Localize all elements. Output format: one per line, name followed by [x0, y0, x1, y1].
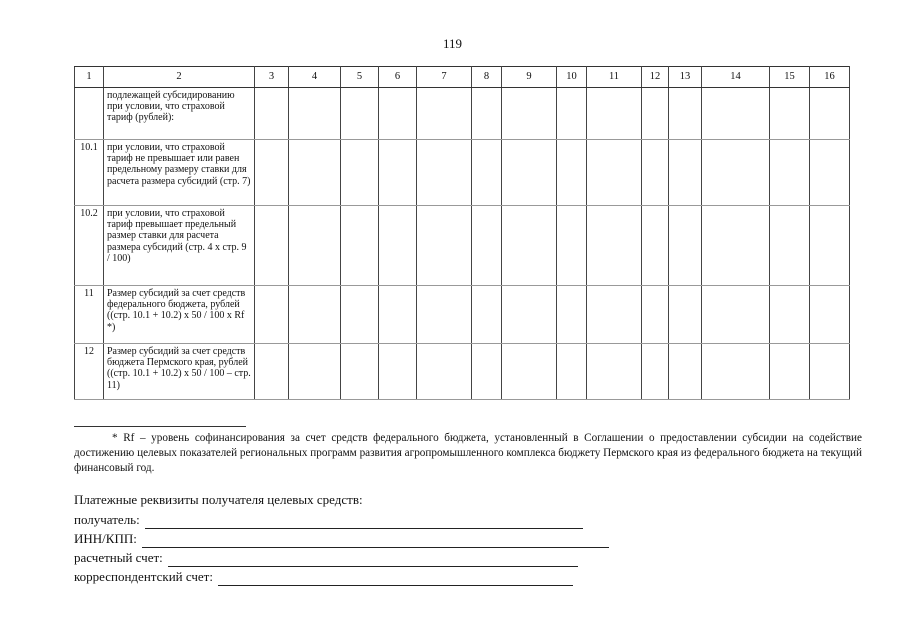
row-description: подлежащей субсидированию при условии, что страховой тариф (рублей):: [104, 88, 255, 140]
footnote-separator: [74, 426, 246, 427]
row-number: [75, 88, 104, 140]
subsidy-table: [74, 66, 850, 400]
column-header: 13: [669, 67, 702, 88]
empty-cell: [702, 140, 770, 206]
empty-cell: [255, 344, 289, 400]
empty-cell: [379, 344, 417, 400]
empty-cell: [669, 88, 702, 140]
empty-cell: [642, 140, 669, 206]
empty-cell: [289, 206, 341, 286]
empty-cell: [255, 88, 289, 140]
column-header: 15: [770, 67, 810, 88]
empty-cell: [379, 286, 417, 344]
empty-cell: [587, 206, 642, 286]
empty-cell: [702, 206, 770, 286]
table-row: [75, 206, 850, 286]
empty-cell: [472, 88, 502, 140]
empty-cell: [557, 286, 587, 344]
table-header-row: [75, 67, 850, 88]
empty-cell: [587, 140, 642, 206]
empty-cell: [417, 206, 472, 286]
empty-cell: [642, 286, 669, 344]
empty-cell: [472, 206, 502, 286]
empty-cell: [255, 286, 289, 344]
column-header: 2: [104, 67, 255, 88]
field-label: получатель:: [74, 512, 140, 527]
empty-cell: [669, 206, 702, 286]
row-number: 10.1: [75, 140, 104, 206]
empty-cell: [587, 344, 642, 400]
empty-cell: [642, 344, 669, 400]
field-label: корреспондентский счет:: [74, 569, 213, 584]
column-header: 16: [810, 67, 850, 88]
row-description: при условии, что страховой тариф не превышает или равен предельному размеру ставки для расчета размера субсидий (стр. 7): [104, 140, 255, 206]
row-number: 10.2: [75, 206, 104, 286]
table-row: [75, 286, 850, 344]
column-header: 1: [75, 67, 104, 88]
empty-cell: [289, 88, 341, 140]
page-number: 119: [442, 36, 463, 51]
empty-cell: [810, 286, 850, 344]
column-header: 9: [502, 67, 557, 88]
empty-cell: [417, 88, 472, 140]
empty-cell: [770, 286, 810, 344]
empty-cell: [810, 140, 850, 206]
empty-cell: [417, 140, 472, 206]
empty-cell: [417, 344, 472, 400]
empty-cell: [417, 286, 472, 344]
row-description: при условии, что страховой тариф превышает предельный размер ставки для расчета размера субсидий (стр. 4 x стр. 9 / 100): [104, 206, 255, 286]
table-row: [75, 88, 850, 140]
inn-kpp-field: [74, 529, 634, 548]
table-row: [75, 344, 850, 400]
empty-cell: [642, 206, 669, 286]
empty-cell: [669, 140, 702, 206]
empty-cell: [341, 88, 379, 140]
blank-line: [168, 552, 578, 567]
empty-cell: [341, 206, 379, 286]
column-header: 10: [557, 67, 587, 88]
empty-cell: [472, 140, 502, 206]
payment-details-title: Платежные реквизиты получателя целевых средств:: [74, 492, 363, 507]
recipient-field: [74, 510, 634, 529]
row-number: 12: [75, 344, 104, 400]
empty-cell: [702, 88, 770, 140]
empty-cell: [379, 88, 417, 140]
empty-cell: [702, 344, 770, 400]
empty-cell: [557, 206, 587, 286]
column-header: 8: [472, 67, 502, 88]
column-header: 11: [587, 67, 642, 88]
empty-cell: [702, 286, 770, 344]
empty-cell: [770, 344, 810, 400]
empty-cell: [289, 286, 341, 344]
column-header: 6: [379, 67, 417, 88]
column-header: 14: [702, 67, 770, 88]
correspondent-account-field: [74, 567, 634, 586]
empty-cell: [472, 344, 502, 400]
table-row: [75, 140, 850, 206]
empty-cell: [341, 286, 379, 344]
current-account-field: [74, 548, 634, 567]
column-header: 12: [642, 67, 669, 88]
row-description: Размер субсидий за счет средств бюджета Пермского края, рублей ((стр. 10.1 + 10.2) x 50 / 100 – стр. 11): [104, 344, 255, 400]
empty-cell: [770, 206, 810, 286]
empty-cell: [810, 206, 850, 286]
footnote: * Rf – уровень софинансирования за счет средств федерального бюджета, установленный в Соглашении о предоставлении субсидии на содействие достижению целевых показателей региональных программ развития агропромышленного комплекса бюджету Пермского края из федерального бюджета на текущий финансовый год.: [74, 432, 862, 474]
column-header: 5: [341, 67, 379, 88]
field-label: ИНН/КПП:: [74, 531, 137, 546]
blank-line: [218, 571, 573, 586]
empty-cell: [770, 140, 810, 206]
field-label: расчетный счет:: [74, 550, 163, 565]
empty-cell: [341, 140, 379, 206]
empty-cell: [255, 140, 289, 206]
empty-cell: [255, 206, 289, 286]
column-header: 3: [255, 67, 289, 88]
empty-cell: [502, 344, 557, 400]
row-number: 11: [75, 286, 104, 344]
empty-cell: [289, 140, 341, 206]
empty-cell: [587, 88, 642, 140]
empty-cell: [502, 140, 557, 206]
empty-cell: [502, 206, 557, 286]
empty-cell: [557, 140, 587, 206]
empty-cell: [502, 88, 557, 140]
empty-cell: [810, 344, 850, 400]
empty-cell: [642, 88, 669, 140]
empty-cell: [379, 140, 417, 206]
column-header: 7: [417, 67, 472, 88]
empty-cell: [810, 88, 850, 140]
empty-cell: [472, 286, 502, 344]
payment-details: [74, 490, 634, 586]
empty-cell: [587, 286, 642, 344]
empty-cell: [341, 344, 379, 400]
empty-cell: [770, 88, 810, 140]
empty-cell: [669, 344, 702, 400]
row-description: Размер субсидий за счет средств федерального бюджета, рублей ((стр. 10.1 + 10.2) x 50 / 100 x Rf *): [104, 286, 255, 344]
empty-cell: [557, 88, 587, 140]
empty-cell: [557, 344, 587, 400]
blank-line: [142, 533, 609, 548]
empty-cell: [502, 286, 557, 344]
blank-line: [145, 514, 583, 529]
empty-cell: [379, 206, 417, 286]
empty-cell: [669, 286, 702, 344]
column-header: 4: [289, 67, 341, 88]
empty-cell: [289, 344, 341, 400]
